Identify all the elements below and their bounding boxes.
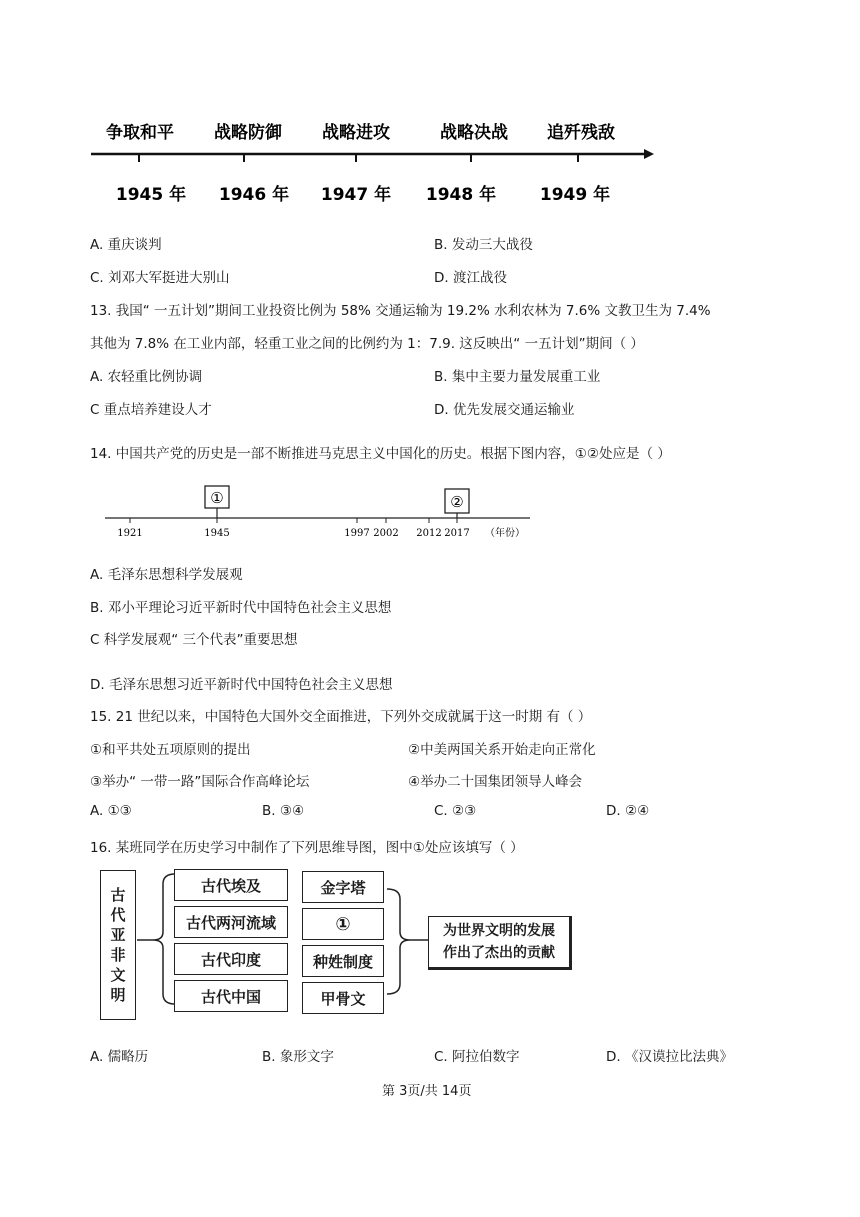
q16-option-d: D. 《汉谟拉比法典》 [606, 1049, 733, 1065]
civ-mesopotamia: 古代两河流域 [174, 906, 288, 938]
item-pyramid: 金字塔 [302, 871, 384, 903]
result-box [428, 916, 572, 970]
item-blank-1: ① [302, 908, 384, 940]
year-1945: 1945 [204, 528, 230, 539]
timeline-box-1: ① [210, 489, 224, 507]
item-oracle-bone: 甲骨文 [302, 982, 384, 1014]
q15-option-b: B. ③④ [262, 803, 305, 819]
page-number: 第 3页/共 14页 [382, 1084, 472, 1099]
root-char-1: 古 [110, 886, 126, 904]
q14-option-c: C 科学发展观“ 三个代表”重要思想 [90, 632, 298, 648]
q16-option-b: B. 象形文字 [262, 1049, 334, 1065]
q16-option-c: C. 阿拉伯数字 [434, 1049, 520, 1065]
timeline-label-2: 战略防御 [214, 123, 282, 143]
timeline-label-5: 追歼残敌 [547, 123, 615, 143]
q12-option-d: D. 渡江战役 [434, 270, 507, 286]
q14-option-b: B. 邓小平理论习近平新时代中国特色社会主义思想 [90, 600, 392, 616]
year-unit: （年份） [485, 528, 525, 539]
root-char-4: 非 [110, 946, 126, 964]
timeline-box-2: ② [450, 493, 464, 511]
year-2012: 2012 [416, 528, 442, 539]
civ-egypt: 古代埃及 [174, 869, 288, 901]
timeline-year-1: 1945 年 [115, 185, 187, 205]
timeline-label-4: 战略决战 [440, 123, 508, 143]
war-timeline [88, 110, 668, 220]
year-2017: 2017 [444, 528, 470, 539]
q12-option-b: B. 发动三大战役 [434, 237, 533, 253]
year-1997: 1997 [344, 528, 370, 539]
q15-option-d: D. ②④ [606, 803, 650, 819]
timeline-year-4: 1948 年 [425, 185, 497, 205]
q13-option-b: B. 集中主要力量发展重工业 [434, 369, 601, 385]
item-caste-system: 种姓制度 [302, 945, 384, 977]
civ-china: 古代中国 [174, 980, 288, 1012]
q15-item-2: ②中美两国关系开始走向正常化 [408, 742, 596, 758]
q16-option-a: A. 儒略历 [90, 1049, 149, 1065]
q13-option-c: C 重点培养建设人才 [90, 402, 212, 418]
timeline-year-5: 1949 年 [539, 185, 611, 205]
root-char-6: 明 [110, 986, 126, 1004]
q12-option-a: A. 重庆谈判 [90, 237, 162, 253]
party-timeline [100, 478, 540, 548]
root-box [100, 870, 136, 1020]
year-2002: 2002 [373, 528, 399, 539]
q15-item-3: ③举办“ 一带一路”国际合作高峰论坛 [90, 774, 310, 790]
q14-option-a: A. 毛泽东思想科学发展观 [90, 567, 243, 583]
q13-stem-line1: 13. 我国“ 一五计划”期间工业投资比例为 58% 交通运输为 19.2% 水利农林为 7.6% 文教卫生为 7.4% [90, 303, 711, 319]
q14-stem: 14. 中国共产党的历史是一部不断推进马克思主义中国化的历史。根据下图内容，①②处应是（ ） [90, 446, 671, 462]
civ-india: 古代印度 [174, 943, 288, 975]
root-char-2: 代 [110, 906, 126, 924]
result-line-2: 作出了杰出的贡献 [443, 945, 555, 961]
q16-stem: 16. 某班同学在历史学习中制作了下列思维导图，图中①处应该填写（ ） [90, 840, 524, 856]
q12-option-c: C. 刘邓大军挺进大别山 [90, 270, 230, 286]
timeline-year-2: 1946 年 [218, 185, 290, 205]
q13-stem-line2: 其他为 7.8% 在工业内部，轻重工业之间的比例约为 1：7.9. 这反映出“ 一五计划”期间（ ） [90, 336, 644, 352]
q13-option-d: D. 优先发展交通运输业 [434, 402, 575, 418]
result-line-1: 为世界文明的发展 [443, 923, 555, 939]
year-1921: 1921 [117, 528, 143, 539]
q15-item-4: ④举办二十国集团领导人峰会 [408, 774, 583, 790]
q14-option-d: D. 毛泽东思想习近平新时代中国特色社会主义思想 [90, 677, 393, 693]
q15-option-c: C. ②③ [434, 803, 477, 819]
q15-stem: 15. 21 世纪以来，中国特色大国外交全面推进，下列外交成就属于这一时期 有（ ） [90, 709, 592, 725]
q15-item-1: ①和平共处五项原则的提出 [90, 742, 251, 758]
root-char-3: 亚 [110, 926, 126, 944]
timeline-label-1: 争取和平 [106, 123, 174, 143]
q13-option-a: A. 农轻重比例协调 [90, 369, 203, 385]
timeline-label-3: 战略进攻 [322, 123, 390, 143]
q15-option-a: A. ①③ [90, 803, 132, 819]
timeline-year-3: 1947 年 [320, 185, 392, 205]
root-char-5: 文 [110, 966, 126, 984]
